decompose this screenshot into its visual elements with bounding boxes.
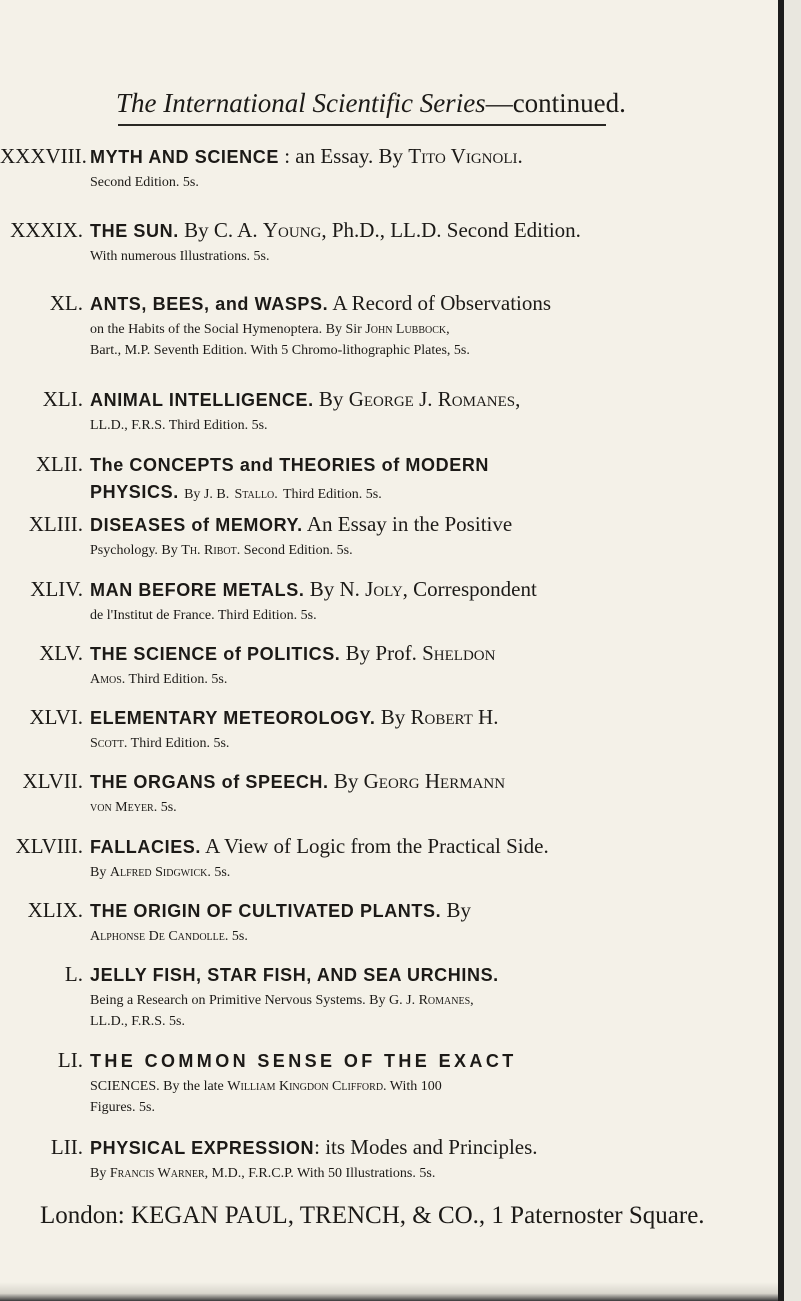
entry-author: Th. Ribot.: [181, 543, 241, 558]
entry-description: : its Modes and Principles.: [314, 1135, 538, 1159]
entry-body: [90, 898, 690, 947]
entry-title: THE ORGANS of SPEECH.: [90, 772, 329, 792]
publisher-imprint: [40, 1202, 705, 1230]
entry-title: FALLACIES.: [90, 837, 202, 857]
entry-details: [90, 669, 690, 690]
entry-numeral: XLVIII.: [15, 834, 83, 858]
entry-details: With numerous Illustrations. 5s.: [90, 249, 270, 264]
details-text: 5s.: [214, 865, 231, 880]
entry-title: DISEASES of MEMORY.: [90, 515, 303, 535]
entry-title: ELEMENTARY METEOROLOGY.: [90, 708, 376, 728]
entry-numeral: XLVI.: [29, 705, 83, 729]
entry-body: [90, 512, 690, 561]
imprint-place: London:: [40, 1202, 125, 1229]
entry-numeral: XXXIX.: [10, 218, 83, 242]
details-text: Being a Research on Primitive Nervous Systems. By: [90, 993, 386, 1008]
entry-numeral: L.: [64, 962, 83, 986]
entry-description: By N.: [309, 577, 360, 601]
entry-body: [90, 218, 690, 267]
details-text: By: [90, 1166, 107, 1181]
entry-author: Francis Warner,: [109, 1166, 209, 1181]
entry-description: By: [318, 387, 344, 411]
entry-description: An Essay in the Positive: [306, 512, 513, 536]
entry-author-continued: Amos.: [90, 672, 126, 687]
imprint-publisher: KEGAN PAUL, TRENCH, & CO.,: [130, 1202, 486, 1229]
entry-details: de l'Institut de France. Third Edition. 5s.: [90, 608, 317, 623]
entry-author: Joly,: [365, 577, 408, 601]
entry-author-continued: Scott.: [90, 736, 128, 751]
entry-author: Young,: [262, 218, 327, 242]
entry-body: [90, 452, 690, 507]
details-text: Second Edition. 5s.: [243, 543, 353, 558]
entry-body: [90, 291, 690, 361]
entry-title: MAN BEFORE METALS.: [90, 580, 305, 600]
entry-author: Alfred Sidgwick.: [109, 865, 211, 880]
entry-description-tail: Correspondent: [413, 577, 537, 601]
entry-title: MYTH AND SCIENCE: [90, 147, 279, 167]
entry-body: [90, 1048, 690, 1118]
entry-body: [90, 577, 690, 626]
entry-body: [90, 705, 690, 754]
details-text: With 100: [389, 1079, 442, 1094]
entry-description: A View of Logic from the Practical Side.: [205, 834, 549, 858]
entry-numeral: XLIX.: [27, 898, 83, 922]
entry-title: THE SUN.: [90, 221, 179, 241]
entry-description: By J. B.: [184, 487, 230, 502]
details-text: Figures. 5s.: [90, 1100, 155, 1115]
entry-author: Alphonse De Candolle.: [90, 929, 229, 944]
entry-details: [90, 319, 690, 361]
page-header: [116, 88, 626, 119]
entry-numeral: XLII.: [35, 452, 83, 476]
entry-description: By C. A.: [184, 218, 258, 242]
entry-numeral: XLI.: [42, 387, 83, 411]
entry-author: Sheldon: [422, 641, 496, 665]
entry-numeral: LII.: [50, 1135, 83, 1159]
entry-body: [90, 1135, 690, 1184]
entry-author: Georg Hermann: [363, 769, 506, 793]
entry-details: [90, 540, 690, 561]
details-text: Third Edition. 5s.: [130, 736, 230, 751]
entry-description: : an Essay. By: [284, 144, 403, 168]
page-bottom-shadow: [0, 1282, 778, 1301]
entry-title: PHYSICAL EXPRESSION: [90, 1138, 315, 1158]
entry-author: John Lubbock,: [365, 322, 450, 337]
entry-author: Robert H.: [410, 705, 499, 729]
entry-numeral: XL.: [49, 291, 83, 315]
header-rule: [118, 124, 606, 126]
entry-details: [90, 797, 690, 818]
entry-details: [90, 733, 690, 754]
details-text: M.D., F.R.C.P. With 50 Illustrations. 5s.: [211, 1166, 436, 1181]
entry-body: [90, 387, 690, 436]
entry-description: A Record of Observations: [332, 291, 552, 315]
entry-details: Third Edition. 5s.: [282, 487, 382, 502]
entry-author: William Kingdon Clifford.: [227, 1079, 387, 1094]
details-text: By: [90, 865, 107, 880]
entry-body: [90, 769, 690, 818]
entry-title: ANTS, BEES, and WASPS.: [90, 294, 329, 314]
entry-details: [90, 1163, 690, 1184]
entry-title: ANIMAL INTELLIGENCE.: [90, 390, 314, 410]
scan-margin: [784, 0, 801, 1301]
details-text: 5s.: [231, 929, 248, 944]
entry-author: George J. Romanes,: [348, 387, 521, 411]
entry-numeral: XLV.: [39, 641, 83, 665]
entry-author: Stallo.: [234, 487, 278, 502]
entry-details: Second Edition. 5s.: [90, 175, 199, 190]
entry-details: [90, 926, 690, 947]
details-text: Third Edition. 5s.: [128, 672, 228, 687]
details-text: on the Habits of the Social Hymenoptera. By Sir: [90, 322, 362, 337]
entry-numeral: XLIV.: [30, 577, 83, 601]
entry-description: By Prof.: [345, 641, 417, 665]
entry-description-tail: Ph.D., LL.D. Second Edition.: [331, 218, 581, 242]
entry-title: JELLY FISH, STAR FISH, AND SEA URCHINS.: [90, 965, 499, 985]
entry-title: THE SCIENCE of POLITICS.: [90, 644, 341, 664]
entry-details: [90, 990, 690, 1032]
entry-details: [90, 1076, 690, 1118]
entry-numeral: XXXVIII.: [0, 144, 87, 168]
entry-body: [90, 641, 690, 690]
entry-author: Tito Vignoli.: [408, 144, 523, 168]
entry-details: [90, 862, 690, 883]
details-text: SCIENCES. By the late: [90, 1079, 224, 1094]
header-suffix: —continued.: [485, 88, 626, 118]
entry-description: By: [380, 705, 406, 729]
entry-author-continued: von Meyer.: [90, 800, 158, 815]
entry-description: By: [333, 769, 359, 793]
details-text: Psychology. By: [90, 543, 178, 558]
entry-numeral: LI.: [57, 1048, 83, 1072]
entry-title: THE COMMON SENSE OF THE EXACT: [90, 1051, 517, 1071]
entry-author: G. J. Romanes,: [389, 993, 474, 1008]
series-title: The International Scientific Series: [116, 88, 486, 118]
entry-body: [90, 144, 690, 193]
imprint-address: 1 Paternoster Square.: [491, 1202, 705, 1229]
details-text: LL.D., F.R.S. 5s.: [90, 1014, 185, 1029]
details-text: 5s.: [160, 800, 177, 815]
entry-title: THE ORIGIN OF CULTIVATED PLANTS.: [90, 901, 442, 921]
entry-numeral: XLIII.: [28, 512, 83, 536]
entry-title: The CONCEPTS and THEORIES of MODERN: [90, 455, 490, 475]
entry-body: [90, 962, 690, 1032]
entry-title-continued: PHYSICS.: [90, 482, 179, 502]
entry-body: [90, 834, 690, 883]
entry-details: LL.D., F.R.S. Third Edition. 5s.: [90, 418, 268, 433]
entry-description: By: [446, 898, 471, 922]
details-text: Bart., M.P. Seventh Edition. With 5 Chromo-lithographic Plates, 5s.: [90, 343, 470, 358]
entry-numeral: XLVII.: [22, 769, 83, 793]
